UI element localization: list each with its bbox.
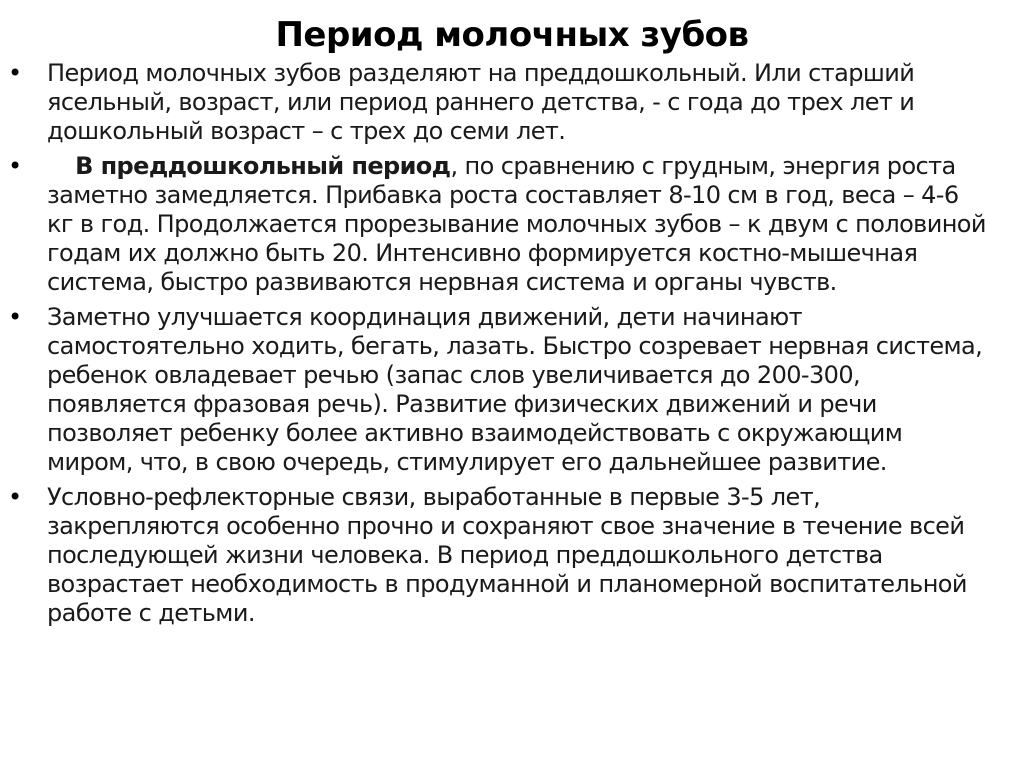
bullet-marker: • bbox=[8, 59, 22, 87]
slide-title: Период молочных зубов bbox=[275, 15, 749, 55]
bullet-text bbox=[47, 152, 993, 297]
bullet-item bbox=[0, 483, 1024, 628]
bullet-item bbox=[0, 59, 1024, 146]
bullet-item bbox=[0, 303, 1024, 477]
bullet-bold-lead: В преддошкольный период bbox=[75, 152, 451, 180]
bullet-list bbox=[0, 59, 1024, 634]
bullet-marker: • bbox=[8, 303, 22, 331]
bullet-text-rest: , по сравнению с грудным, энергия роста заметно замедляется. Прибавка роста составляет 8-10 см в год, веса – 4-6 кг в год. Продолжается прорезывание молочных зубов – к двум с половиной годам их должно быть 20. Интенсивно формируется костно-мышечная система, быстро развиваются нервная система и органы чувств. bbox=[47, 152, 993, 296]
bullet-text: Заметно улучшается координация движений, дети начинают самостоятельно ходить, бегать, лазать. Быстро созревает нервная система, ребенок овладевает речью (запас слов увеличивается до 200-300, появляется фразовая речь). Развитие физических движений и речи позволяет ребенку более активно взаимодействовать с окружающим миром, что, в свою очередь, стимулирует его дальнейшее развитие. bbox=[47, 303, 990, 476]
bullet-text: Период молочных зубов разделяют на преддошкольный. Или старший ясельный, возраст, или период раннего детства, - с года до трех лет и дошкольный возраст – с трех до семи лет. bbox=[47, 59, 922, 145]
bullet-item bbox=[0, 152, 1024, 297]
bullet-text: Условно-рефлекторные связи, выработанные в первые 3-5 лет, закрепляются особенно прочно и сохраняют свое значение в течение всей последующей жизни человека. В период преддошкольного детства возрастает необходимость в продуманной и планомерной воспитательной работе с детьми. bbox=[47, 483, 974, 627]
bullet-marker: • bbox=[8, 152, 22, 180]
bullet-marker: • bbox=[8, 483, 22, 511]
bullet-indent bbox=[47, 152, 75, 180]
